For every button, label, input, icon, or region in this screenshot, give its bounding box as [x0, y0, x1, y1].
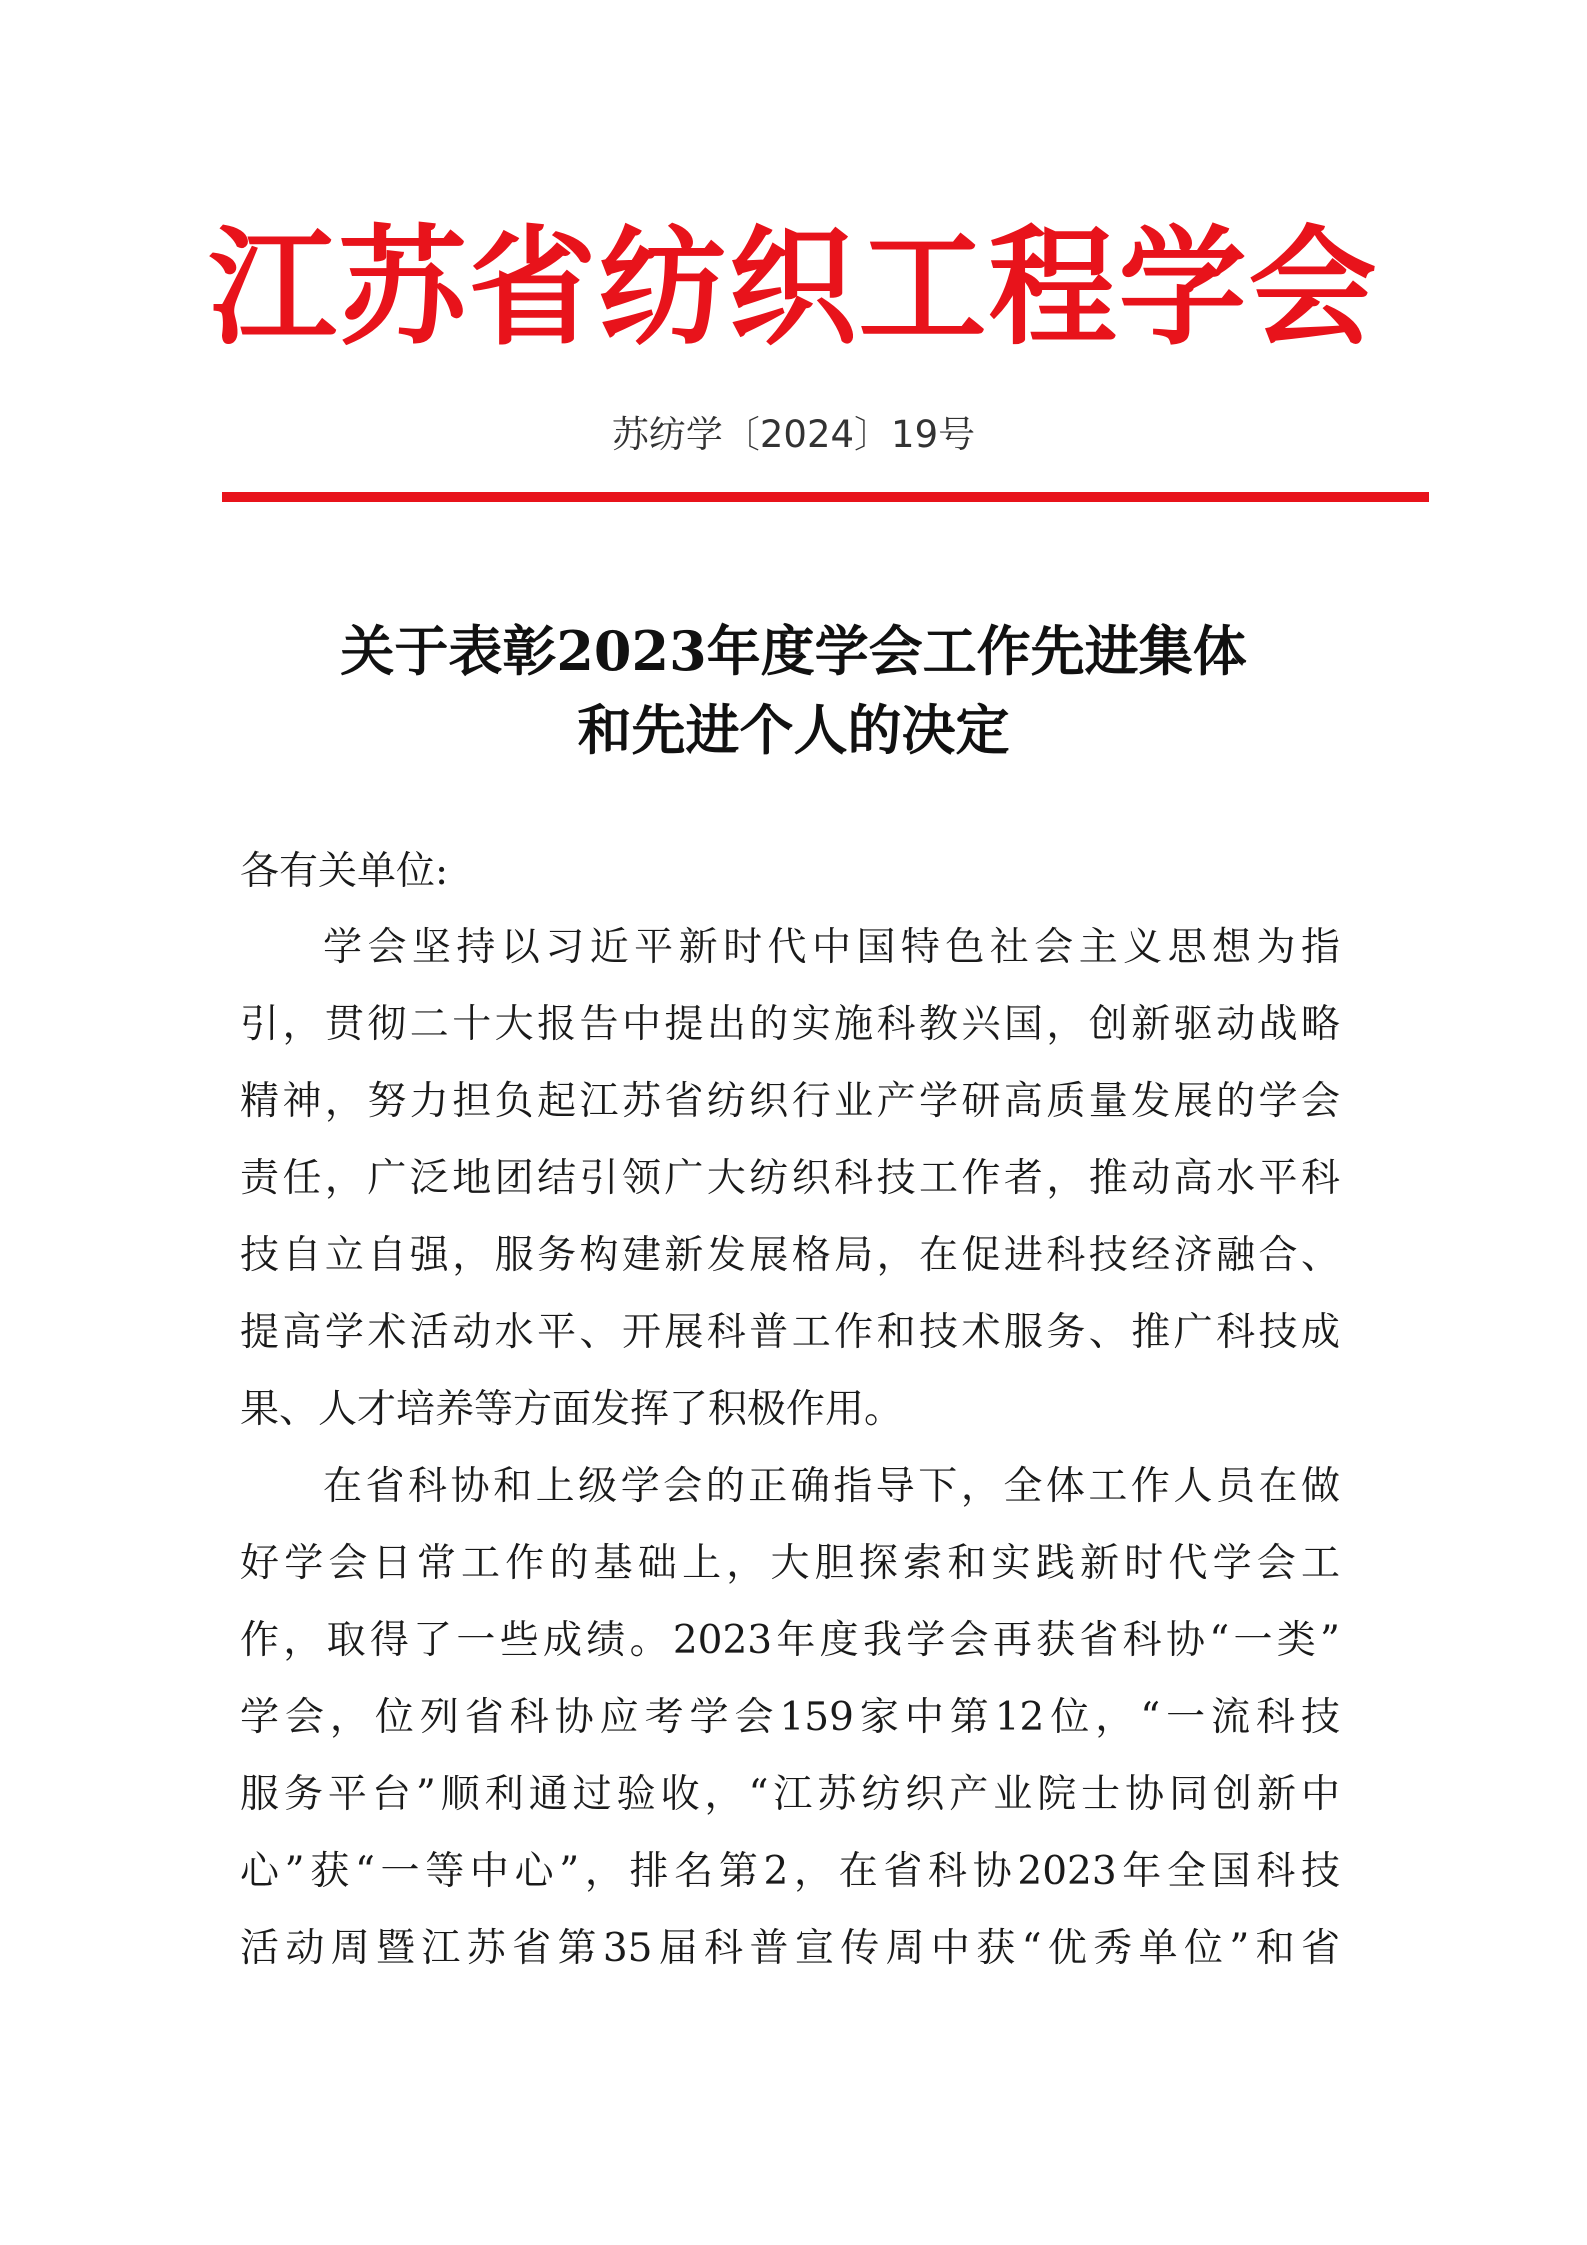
body-paragraph-2-line: 好学会日常工作的基础上，大胆探索和实践新时代学会工 [240, 1541, 1340, 1586]
document-number: 苏纺学〔2024〕19号 [611, 413, 976, 456]
body-paragraph-1-line: 责任，广泛地团结引领广大纺织科技工作者，推动高水平科 [240, 1156, 1340, 1201]
body-paragraph-2-line: 作，取得了一些成绩。2023年度我学会再获省科协“一类” [240, 1618, 1340, 1663]
body-paragraph-2-line: 服务平台”顺利通过验收，“江苏纺织产业院士协同创新中 [240, 1772, 1340, 1817]
body-paragraph-2-line: 心”获“一等中心”，排名第2，在省科协2023年全国科技 [240, 1849, 1340, 1894]
body-paragraph-2-line: 活动周暨江苏省第35届科普宣传周中获“优秀单位”和省 [240, 1926, 1340, 1971]
red-divider-rule [222, 492, 1429, 502]
body-paragraph-1-line: 技自立自强，服务构建新发展格局，在促进科技经济融合、 [240, 1233, 1340, 1278]
body-paragraph-1-line: 学会坚持以习近平新时代中国特色社会主义思想为指 [323, 925, 1340, 970]
organization-masthead: 江苏省纺织工程学会 [208, 213, 1379, 363]
body-paragraph-2-line: 学会，位列省科协应考学会159家中第12位，“一流科技 [240, 1695, 1340, 1740]
body-paragraph-2-line: 在省科协和上级学会的正确指导下，全体工作人员在做 [323, 1464, 1340, 1509]
body-paragraph-1-line: 果、人才培养等方面发挥了积极作用。 [240, 1387, 904, 1432]
document-title-line-2: 和先进个人的决定 [577, 698, 1010, 762]
body-paragraph-1-line: 提高学术活动水平、开展科普工作和技术服务、推广科技成 [240, 1310, 1340, 1355]
salutation: 各有关单位: [240, 849, 449, 894]
body-paragraph-1-line: 精神，努力担负起江苏省纺织行业产学研高质量发展的学会 [240, 1079, 1340, 1124]
body-paragraph-1-line: 引，贯彻二十大报告中提出的实施科教兴国，创新驱动战略 [240, 1002, 1340, 1047]
document-title-line-1: 关于表彰2023年度学会工作先进集体 [340, 619, 1247, 683]
